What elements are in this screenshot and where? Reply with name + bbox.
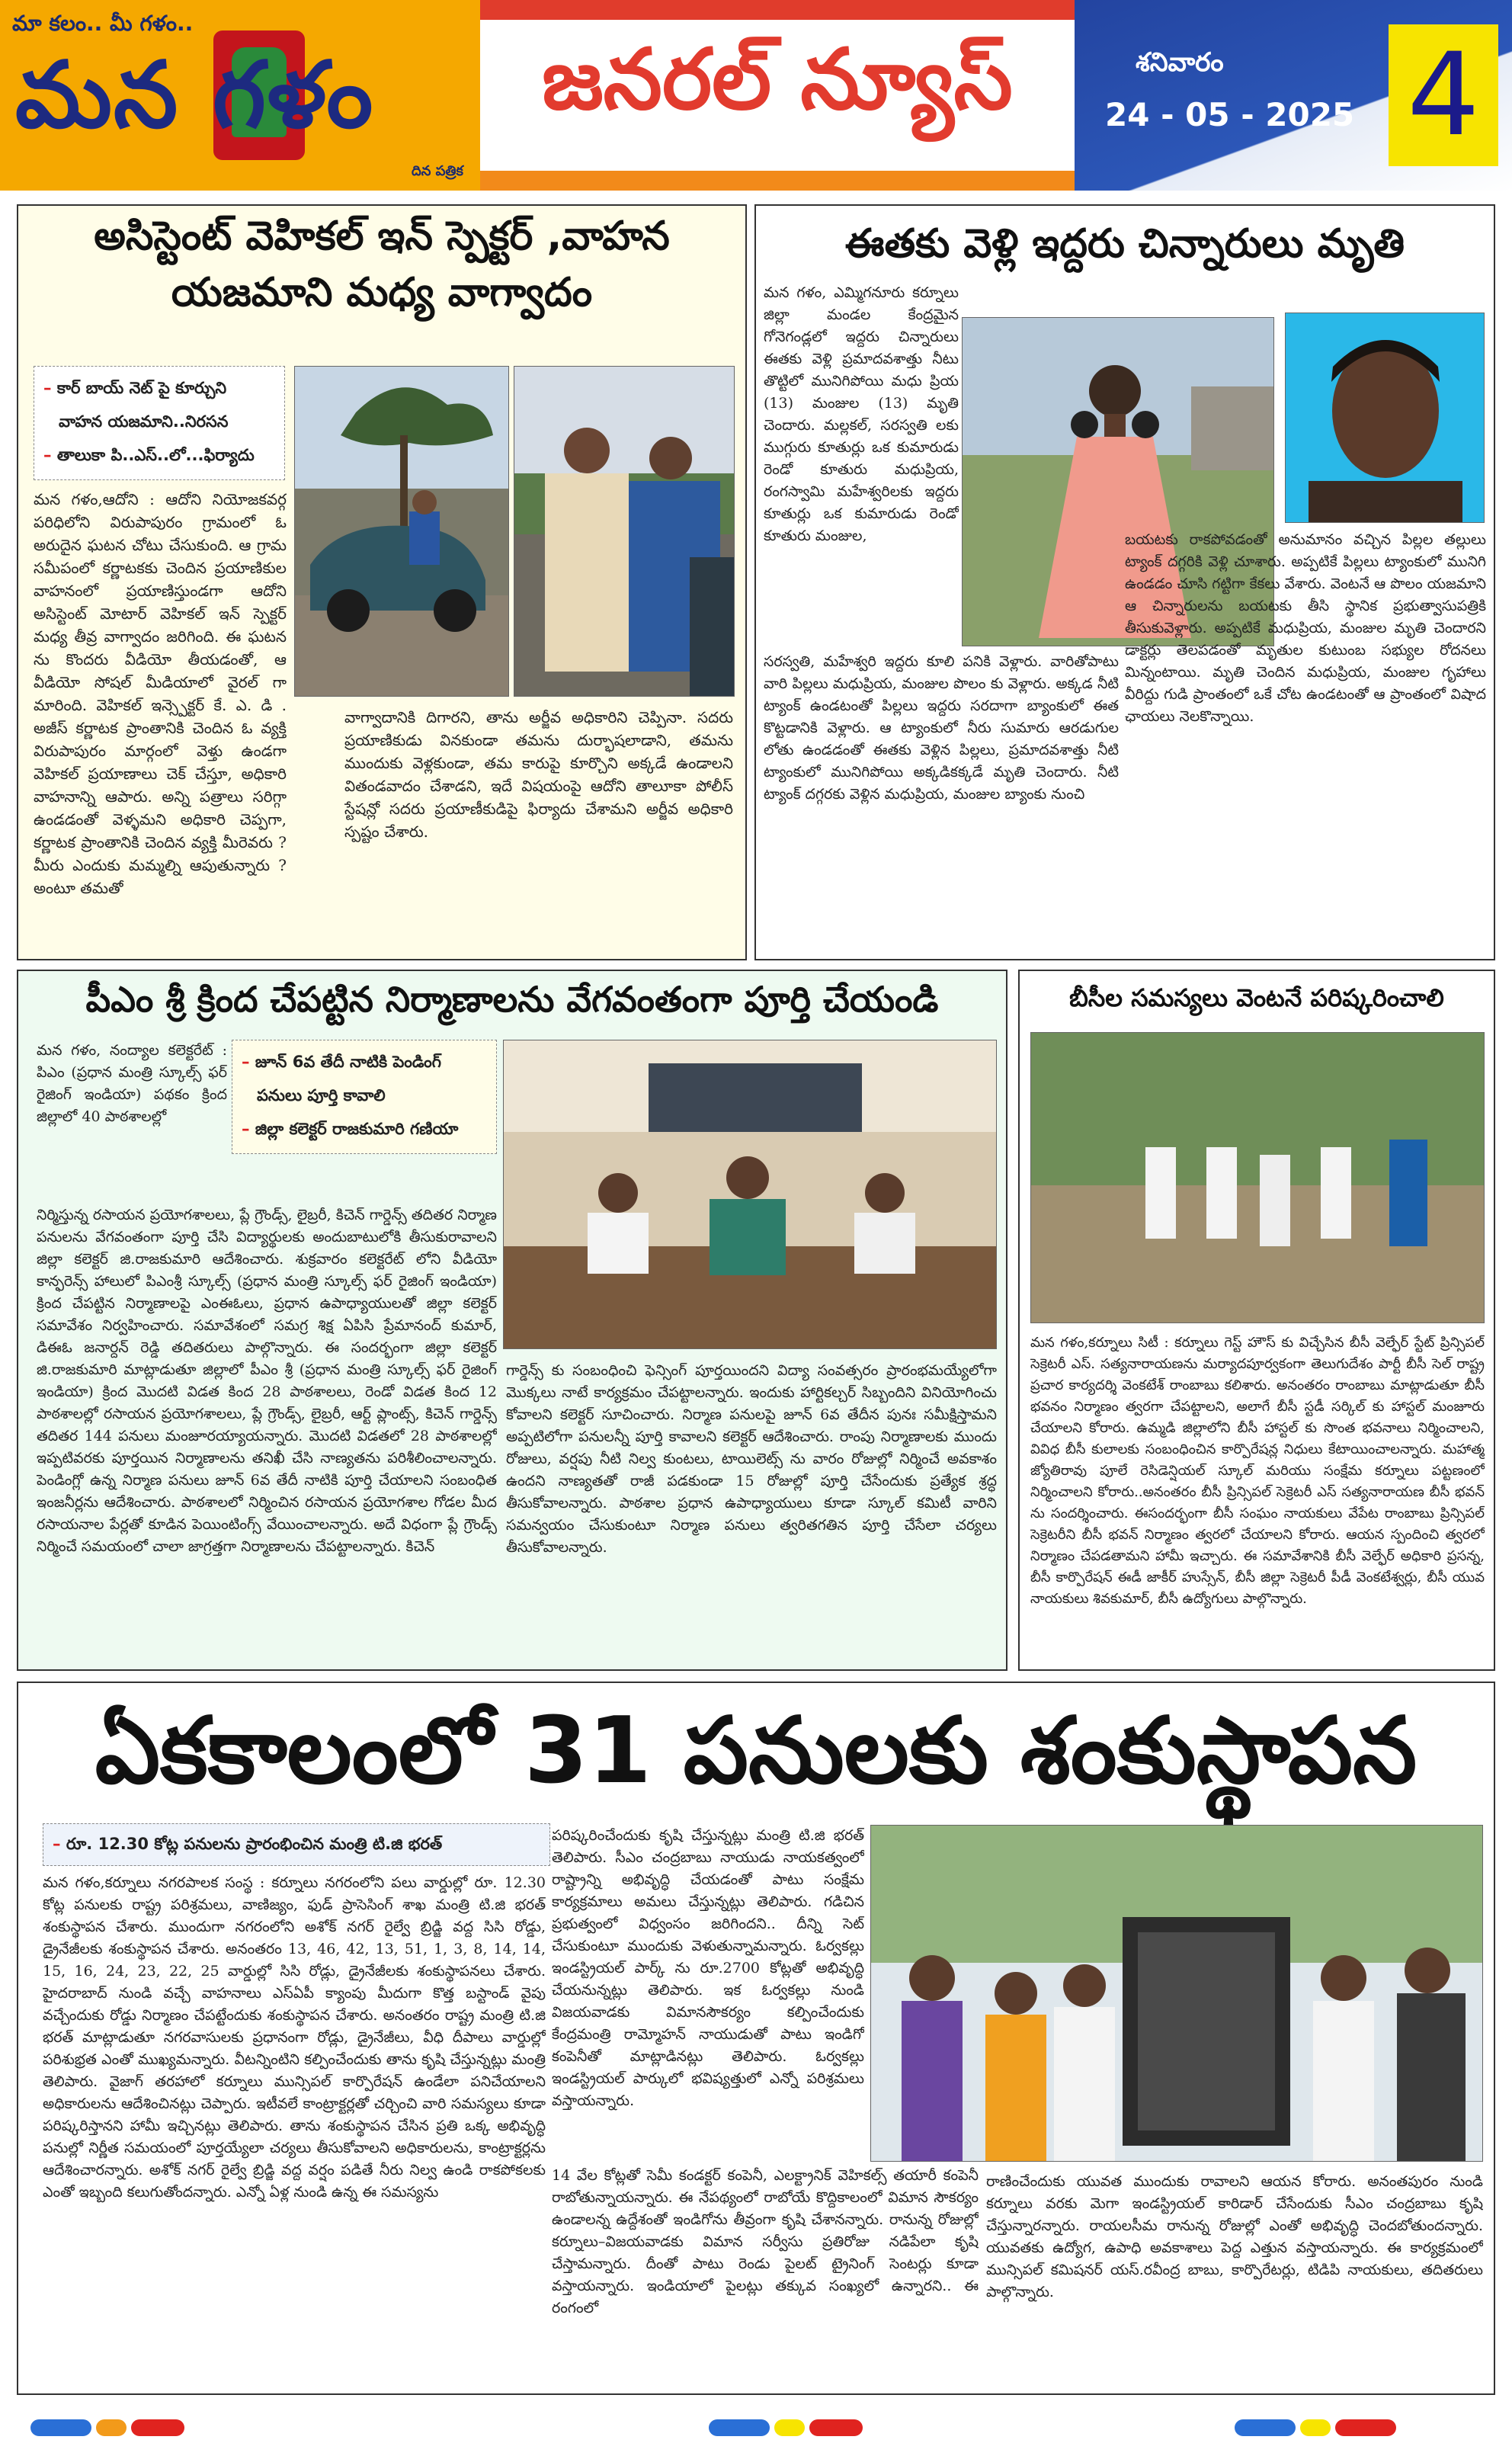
article-highlights [232,1040,497,1154]
article-headline: పీఎం శ్రీ క్రింద చేపట్టిన నిర్మాణాలను వేగవంతంగా పూర్తి చేయండి [85,979,939,1020]
highlight-item: – తాలుకా పి..ఎస్..లో...ఫిర్యాదు [43,438,275,472]
photo-bc-officials-site-image [1031,1033,1485,1323]
photo-officer-argument-image [514,367,735,697]
footer-pill-yellow [774,2419,805,2436]
article-body-main: నిర్మిస్తున్న రసాయన ప్రయోగశాలలు, ప్లే గ్రౌండ్స్, లైబ్రరీ, కిచెన్ గార్డెన్స్ తదితర నిర్మాణ పనులను వేగవంతంగా పూర్తి చేసి విద్యార్థులకు అందుబాటులోకి తీసుకురావాలని జిల్లా కలెక్టర్ జి.రాజకుమారి ఆదేశించారు. శుక్రవారం కలెక్టరేట్ లోని వీడియో కాన్ఫరెన్స్ హాలులో పిఎంశ్రీ స్కూల్స్ (ప్రధాన మంత్రి స్కూల్స్ ఫర్ రైజింగ్ ఇండియా) క్రింద చేపట్టిన నిర్మాణాలపై ఎంఈఓలు, ప్రధాన ఉపాధ్యాయులతో జిల్లా కలెక్టర్ సమావేశం నిర్వహించారు. సమావేశంలో సమగ్ర శిక్ష ఏపిసి ప్రేమానంద్ కుమార్, డిఈఓ జనార్దన్ రెడ్డి తదితరులు పాల్గొన్నారు. ఈ సందర్భంగా జిల్లా కలెక్టర్ జి.రాజకుమారి మాట్లాడుతూ జిల్లాలో పీఎం శ్రీ (ప్రధాన మంత్రి స్కూల్స్ ఫర్ రైజింగ్ ఇండియా) క్రింద మొదటి విడత కింద 28 పాఠశాలలు, రెండో విడత కింద 12 పాఠశాలల్లో రసాయన ప్రయోగశాలలు, ప్లే గ్రౌండ్స్, లైబ్రరీ, ఆర్ట్ ప్లాంట్స్, కిచెన్ గార్డెన్స్ తదితర 144 పనులు మంజూరయ్యాయన్నారు. మొదటి విడతలో 28 పాఠశాలల్లో ఇప్పటివరకు పూర్తయిన నిర్మాణాలను తనిఖీ చేసి నాణ్యతను పరిశీలించాలన్నారు. పెండింగ్లో ఉన్న నిర్మాణ పనులు జూన్ 6వ తేదీ నాటికి పూర్తి చేయాలని సంబంధిత ఇంజనీర్లను ఆదేశించారు. పాఠశాలలో నిర్మించిన రసాయన ప్రయోగశాల గోడల మీద రసాయనాల పేర్లతో కూడిన పెయింటింగ్స్ వేయించాలన్నారు. అదే విధంగా ప్లే గ్రౌండ్స్ నిర్మించే సమయంలో చాలా జాగ్రత్తగా నిర్మాణాలను చేపట్టాలన్నారు. కిచెన్ [37,1207,497,1555]
highlight-item: వాహన యజమాని..నిరసన [59,412,229,431]
article-pm-shri [17,970,1007,1671]
highlight-item: – కార్ బాయ్ నెట్ పై కూర్చుని [43,371,275,405]
article-body-right: గార్డెన్స్ కు సంబంధించి ఫెన్సింగ్ పూర్తయిందని విద్యా సంవత్సరం ప్రారంభమయ్యేలోగా మొక్కలు నాటే కార్యక్రమం చేపట్టాలన్నారు. ఇందుకు హార్టికల్చర్ సిబ్బందిని వినియోగించు కోవాలని కలెక్టర్ సూచించారు. నిర్మాణ పనులపై జూన్ 6వ తేదీన పునః సమీక్షిస్తామని అప్పటిలోగా పనులన్నీ పూర్తి కావాలని కలెక్టర్ ఆదేశించారు. రాంపు నిర్మాణాలకు ముందు రోజులు, వర్షపు నీటి నిల్వ కుంటలు, టాయిలెట్స్ ను వారం రోజుల్లో నిర్మించే అవకాశం ఉందని నాణ్యతతో రాజీ పడకుండా 15 రోజుల్లో పూర్తి చేసేందుకు ప్రత్యేక శ్రద్ధ తీసుకోవాలన్నారు. పాఠశాల ప్రధాన ఉపాధ్యాయులు కూడా స్కూల్ కమిటీ వారిని సమన్వయం చేసుకుంటూ నిర్మాణ పనులు త్వరితగతిన పూర్తి చేసేలా చర్యలు తీసుకోవాలన్నారు. [506,1362,997,1556]
article-body-col3: రాణించేందుకు యువత ముందుకు రావాలని ఆయన కోరారు. అనంతపురం నుండి కర్నూలు వరకు మెగా ఇండస్ట్రియల్ కారిడార్ చేసేందుకు సీఎం చంద్రబాబు కృషి చేస్తున్నారన్నారు. రాయలసీమ రానున్న రోజుల్లో ఎంతో అభివృద్ధి చెందబోతుందన్నారు. యువతకు ఉద్యోగ, ఉపాధి అవకాశాలు పెద్ద ఎత్తున వస్తాయన్నారు. ఈ కార్యక్రమంలో మున్సిపల్ కమిషనర్ యస్.రవీంద్ర బాబు, కార్పొరేటర్లు, టిడిపి నాయకులు, తదితరులు పాల్గొన్నారు. [986,2173,1483,2300]
article-body-col2: పరిష్కరించేందుకు కృషి చేస్తున్నట్లు మంత్రి టి.జి భరత్ తెలిపారు. సీఎం చంద్రబాబు నాయుడు నాయకత్వంలో రాష్ట్రాన్ని అభివృద్ధి చేయడంతో పాటు సంక్షేమ కార్యక్రమాలు అమలు చేస్తున్నట్లు తెలిపారు. గడిచిన ప్రభుత్వంలో విధ్వంసం జరిగిందని.. దీన్ని సెట్ చేసుకుంటూ ముందుకు వెళుతున్నామన్నారు. ఓర్వకల్లు ఇండస్ట్రియల్ పార్క్ ను రూ.2700 కోట్లతో అభివృద్ధి చేయనున్నట్లు తెలిపారు. ఇక ఓర్వకల్లు నుండి విజయవాడకు విమానసౌకర్యం కల్పించేందుకు కేంద్రమంత్రి రామ్మోహన్ నాయుడుతో పాటు ఇండిగో కంపెనీతో మాట్లాడినట్లు తెలిపారు. ఓర్వకల్లు ఇండస్ట్రియల్ పార్కులో భవిష్యత్తులో ఎన్నో పరిశ్రమలు వస్తాయన్నారు. [552,1827,864,2109]
footer-pill-red [1335,2419,1396,2436]
article-headline-line2: యజమాని మధ్య వాగ్వాదం [171,270,593,316]
date-panel [1075,0,1512,191]
page-number: 4 [1407,29,1480,162]
article-body-left: మన గళం,ఆదోని : ఆదోని నియోజకవర్గ పరిధిలోని విరుపాపురం గ్రామంలో ఓ అరుదైన ఘటన చోటు చేసుకుంది. ఆ గ్రామ సమీపంలో కర్ణాటకకు చెందిన ప్రయాణికుల వాహనంలో ప్రయాణిస్తుండగా ఆదోని అసిస్టెంట్ మోటార్ వెహికల్ ఇన్ స్పెక్టర్ మధ్య తీవ్ర వాగ్వాదం జరిగింది. ఈ ఘటన ను కొందరు వీడియో తీయడంతో, ఆ వీడియో సోషల్ మీడియాలో వైరల్ గా మారింది. వెహికల్ ఇన్స్పెక్టర్ కే. ఎ. డి . అజీస్ కర్ణాటక ప్రాంతానికి చెందిన ఓ వ్యక్తి విరుపాపురం మార్గంలో వెళ్తు ఉండగా వెహికల్ ప్రయాణాలు చెక్ చేస్తూ, అధికారి వాహనాన్ని ఆపారు. అన్ని పత్రాలు సరిగ్గా ఉండడంతో వెళ్ళమని అధికారి చెప్పగా, కర్ణాటక ప్రాంతానికి చెందిన వ్యక్తి మీరెవరు ? మీరు ఎందుకు మమ్మల్ని ఆపుతున్నారు ? అంటూ తమతో [34,490,287,897]
masthead-subtitle: దిన పత్రిక [412,163,463,179]
footer-pill-orange [96,2419,127,2436]
article-body-intro: మన గళం, నంద్యాల కలెక్టరేట్ : పిఎం (ప్రధాన మంత్రి స్కూల్స్ ఫర్ రైజింగ్ ఇండియా) పథకం క్రింద జిల్లాలో 40 పాఠశాలల్లో [37,1042,227,1125]
photo-foundation-stone-image [871,1826,1483,2162]
article-children-drowned [754,204,1495,960]
footer-pill-blue [709,2419,770,2436]
article-bc-issues [1018,970,1495,1671]
banner-bottom-stripe [480,171,1075,191]
highlight-item: – రూ. 12.30 కోట్ల పనులను ప్రారంభించిన మంత్రి టి.జి భరత్ [53,1835,442,1853]
article-headline: ఈతకు వెళ్లి ఇద్దరు చిన్నారులు మృతి [844,221,1405,267]
article-headline: ఏకకాలంలో 31 పనులకు శంకుస్థాపన [94,1698,1418,1804]
footer-pill-blue [1235,2419,1296,2436]
article-body-wide: 14 వేల కోట్లతో సెమీ కండక్టర్ కంపెనీ, ఎలక్ట్రానిక్ వెహికల్స్ తయారీ కంపెనీ రాబోతున్నాయన్నారు. ఈ నేపథ్యంలో రాబోయే కొద్దికాలంలో విమాన సౌకర్యం ఉండాలన్న ఉద్దేశంతో ఇండిగోను తీవ్రంగా కృషి చేశానన్నారు. రానున్న రోజుల్లో కర్నూలు–విజయవాడకు విమాన సర్వీసు ప్రతిరోజు నడిపేలా కృషి చేస్తామన్నారు. దీంతో పాటు రెండు పైలట్ ట్రైనింగ్ సెంటర్లు కూడా వస్తాయన్నారు. ఇండియాలో పైలట్లు తక్కువ సంఖ్యలో ఉన్నారని.. ఈ రంగంలో [552,2167,979,2316]
photo-man-on-car [294,366,509,697]
masthead-tagline: మా కలం.. మీ గళం.. [12,11,194,36]
footer-pill-blue [30,2419,91,2436]
article-highlight [43,1823,550,1866]
footer-pill-red [809,2419,863,2436]
photo-collector-meeting [503,1040,997,1349]
article-headline: అసిస్టెంట్ వెహికల్ ఇన్ స్పెక్టర్ ,వాహన [94,213,670,259]
section-banner [480,0,1075,191]
article-31-works [17,1682,1495,2395]
section-title: జనరల్ న్యూస్ [542,30,1013,128]
article-headline: బీసీల సమస్యలు వెంటనే పరిష్కరించాలి [1069,983,1444,1012]
highlight-item: – జూన్ 6వ తేదీ నాటికి పెండింగ్ [242,1045,487,1079]
photo-girl-portrait-image [1286,313,1485,523]
article-body-col1: మన గళం,కర్నూలు నగరపాలక సంస్థ : కర్నూలు నగరంలోని పలు వార్డుల్లో రూ. 12.30 కోట్ల పనులకు రాష్ట్ర పరిశ్రమలు, వాణిజ్యం, ఫుడ్ ప్రాసెసింగ్ శాఖ మంత్రి టి.జి భరత్ శంకుస్థాపన చేశారు. ముందుగా నగరంలోని అశోక్ నగర్ రైల్వే బ్రిడ్జి వద్ద సిసి రోడ్డు, డ్రైనేజీలకు శంకుస్థాపన చేశారు. అనంతరం 13, 46, 42, 13, 51, 1, 3, 8, 14, 14, 15, 16, 24, 23, 22, 25 వార్డుల్లో సిసి రోడ్లు, డ్రైనేజీలకు శంకుస్థాపనలు చేశారు. హైదరాబాద్ నుండి వచ్చే వాహనాలు ఎస్ఏపీ క్యాంపు మీదుగా కొత్త బస్టాండ్ వైపు వచ్చేందుకు రోడ్డు నిర్మాణం చేపట్టేందుకు శంకుస్థాపన చేశారు. అనంతరం రాష్ట్ర మంత్రి టి.జి భరత్ మాట్లాడుతూ నగరవాసులకు ప్రధానంగా రోడ్లు, డ్రైనేజీలు, వీధి దీపాలు వార్డుల్లో పరిశుభ్రత ఎంతో ముఖ్యమన్నారు. వీటన్నింటిని కల్పించేందుకు తాను కృషి చేస్తున్నట్లు మంత్రి తెలిపారు. వైజాగ్ తరహాలో కర్నూలు మున్సిపల్ కార్పొరేషన్ ఉండేలా పనిచేయాలని అధికారులను ఆదేశించినట్లు చెప్పారు. ఇటీవలే కాంట్రాక్టర్లతో చర్చించి వారి సమస్యలు కూడా పరిష్కరిస్తానని హామీ ఇచ్చినట్లు తెలిపారు. తాను శంకుస్థాపన చేసిన ప్రతి ఒక్క అభివృద్ధి పనుల్లో నిర్ణీత సమయంలో పూర్తయ్యేలా చర్యలు తీసుకోవాలని అధికారులను, కాంట్రాక్టర్లను ఆదేశించారన్నారు. అశోక్ నగర్ రైల్వే బ్రిడ్జి వద్ద వర్షం పడితే నీరు నిల్వ ఉండి రాకపోకలకు ఎంతో ఇబ్బంది కలుగుతోందన్నారు. ఎన్నో ఏళ్ల నుండి ఉన్న ఈ సమస్యను [43,1874,546,2201]
highlight-item: – జిల్లా కలెక్టర్ రాజకుమారి గణియా [242,1112,487,1146]
photo-officer-argument [514,366,735,697]
photo-girl-portrait [1285,313,1485,523]
article-body-col3: బయటకు రాకపోవడంతో అనుమానం వచ్చిన పిల్లల తల్లులు ట్యాంక్ దగ్గరికి వెళ్లి చూశారు. అప్పటికే పిల్లలు ట్యాంకులో మునిగి ఉండడం చూసి గట్టిగా కేకలు వేశారు. వెంటనే ఆ పొలం యజమాని ఆ చిన్నారులను బయటకు తీసి స్థానిక ప్రభుత్వాసుపత్రికి తీసుకువెళ్లారు. అప్పటికే మధుప్రియ, మంజుల మృతి చెందారని డాక్టర్లు తెలపడంతో మృతుల కుటుంబ సభ్యుల రోదనలు మిన్నంటాయి. మృతి చెందిన మధుప్రియ, మంజుల గృహాలు వీరిద్దు గుడి ప్రాంతంలో ఒకే చోట ఉండటంతో ఆ ప్రాంతంలో విషాద ఛాయలు నెలకొన్నాయి. [1125,531,1486,725]
issue-date: 24 - 05 - 2025 [1105,96,1355,133]
article-body-right: వాగ్వాదానికి దిగారని, తాను అర్జీవ అధికారిని చెప్పినా. సదరు ప్రయాణికుడు వినకుండా తమను దుర్భాషలాడాని, తమను ముందుకు వెళ్లకుండా, తమ కారుపై కూర్చొని అక్కడే ఉండాలని వితండవాదం చేశాడని, ఇదే విషయంపై ఆదోని తాలూకా పోలీస్ స్టేషన్లో సదరు ప్రయాణీకుడిపై ఫిర్యాదు చేశామని అర్జీవ అధికారి స్పష్టం చేశారు. [344,708,733,841]
banner-top-stripe [480,0,1075,20]
article-body-wide: సరస్వతి, మహేశ్వరి ఇద్దరు కూలి పనికి వెళ్లారు. వారితోపాటు వారి పిల్లలు మధుప్రియ, మంజుల పొలం కు వెళ్లారు. అక్కడ నీటి ట్యాంక్ ఉండటంతో పిల్లలు ఇద్దరు సరదాగా బ్యాంకులో ఈత కొట్టడానికి వెళ్లారు. ఆ ట్యాంకులో నీరు సుమారు ఆరడుగుల లోతు ఉండడంతో ఈతకు వెళ్లిన పిల్లలు, ప్రమాదవశాత్తు నీటి ట్యాంకులో మునిగిపోయి అక్కడికక్కడే మృతి చెందారు. నీటి ట్యాంక్ దగ్గరకు వెళ్లిన మధుప్రియ, మంజుల బ్యాంకు నుంచి [764,653,1119,803]
photo-man-on-car-image [295,367,509,697]
article-vehicle-inspector [17,204,747,960]
footer-decoration [0,2401,1512,2459]
photo-bc-officials-site [1030,1032,1485,1323]
weekday: శనివారం [1136,47,1224,78]
masthead-logo [0,0,480,191]
article-body-col1: మన గళం, ఎమ్మిగనూరు కర్నూలు జిల్లా మండల కేంద్రమైన గోనెగండ్లలో ఇద్దరు చిన్నారులు ఈతకు వెళ్లి ప్రమాదవశాత్తు నీటు తొట్టిలో మునిగిపోయి మధు ప్రియ (13) మంజుల (13) మృతి చెందారు. మల్లకల్, సరస్వతి లకు ముగ్గురు కూతుర్లు ఒక కుమారుడు రెండో కూతురు మధుప్రియ, రంగస్వామి మహేశ్వరిలకు ఇద్దరు కూతుర్లు ఒక కుమారుడు రెండో కూతురు మంజుల, [764,284,959,544]
article-highlights [34,366,285,480]
highlight-item: పనులు పూర్తి కావాలి [257,1086,386,1104]
footer-pill-red [131,2419,184,2436]
newspaper-name: మన గళం [15,43,375,149]
footer-pill-yellow [1300,2419,1331,2436]
page-number-box [1389,24,1498,166]
article-body: మన గళం,కర్నూలు సిటీ : కర్నూలు గెస్ట్ హౌస్ కు విచ్చేసిన బీసీ వెల్ఫేర్ స్టేట్ ప్రిన్సిపల్ సెక్రెటరీ ఎస్. సత్యనారాయణను మర్యాదపూర్వకంగా తెలుగుదేశం పార్టీ బీసీ సెల్ రాష్ట్ర ప్రచార కార్యదర్శి వెంకటేశ్ రాంబాబు కలిశారు. అనంతరం రాంబాబు మాట్లాడుతూ బీసీ భవనం నిర్మాణం త్వరగా చేపట్టాలని, అలాగే బీసీ స్టడీ సర్కిల్ కు హాస్టల్ మంజూరు చేయాలని కోరారు. ఉమ్మడి జిల్లాలోని బీసీ హాస్టల్ కు సొంత భవనాలు నిర్మించాలని, వివిధ బీసీ కులాలకు సంబంధించిన కార్పొరేషన్ల నిధులు కేటాయించాలన్నారు. మహాత్మ జ్యోతిరావు పూలే రెసిడెన్షియల్ స్కూల్ మరియు సంక్షేమ కర్నూలు పట్టణంలో నిర్మించాలని కోరారు..అనంతరం బీసీ ప్రిన్సిపల్ సెక్రెటరీ ఎస్ సత్యనారాయణ బీసీ భవన్ ను సందర్శించారు. ఈసందర్భంగా బీసీ సంఘం నాయకులు వేపేట రాంబాబు ప్రిన్సిపల్ సెక్రెటరీని బీసీ భవన్ నిర్మాణం త్వరలో చేయాలని కోరారు. ఆయన స్పందించి త్వరలో నిర్మాణం చేపడతామని హామీ ఇచ్చారు. ఈ సమావేశానికి బీసీ వెల్ఫేర్ అధికారి ప్రసన్న, బీసీ కార్పొరేషన్ ఈడీ జాకీర్ హుస్సేన్, బీసీ జిల్లా సెక్రెటరీ పీడీ వెంకటేశ్వర్లు, బీసీ యువ నాయకులు శివకుమార్, బీసీ ఉద్యోగులు పాల్గొన్నారు. [1030,1335,1485,1607]
photo-collector-meeting-image [504,1040,997,1349]
photo-foundation-stone [870,1825,1483,2162]
